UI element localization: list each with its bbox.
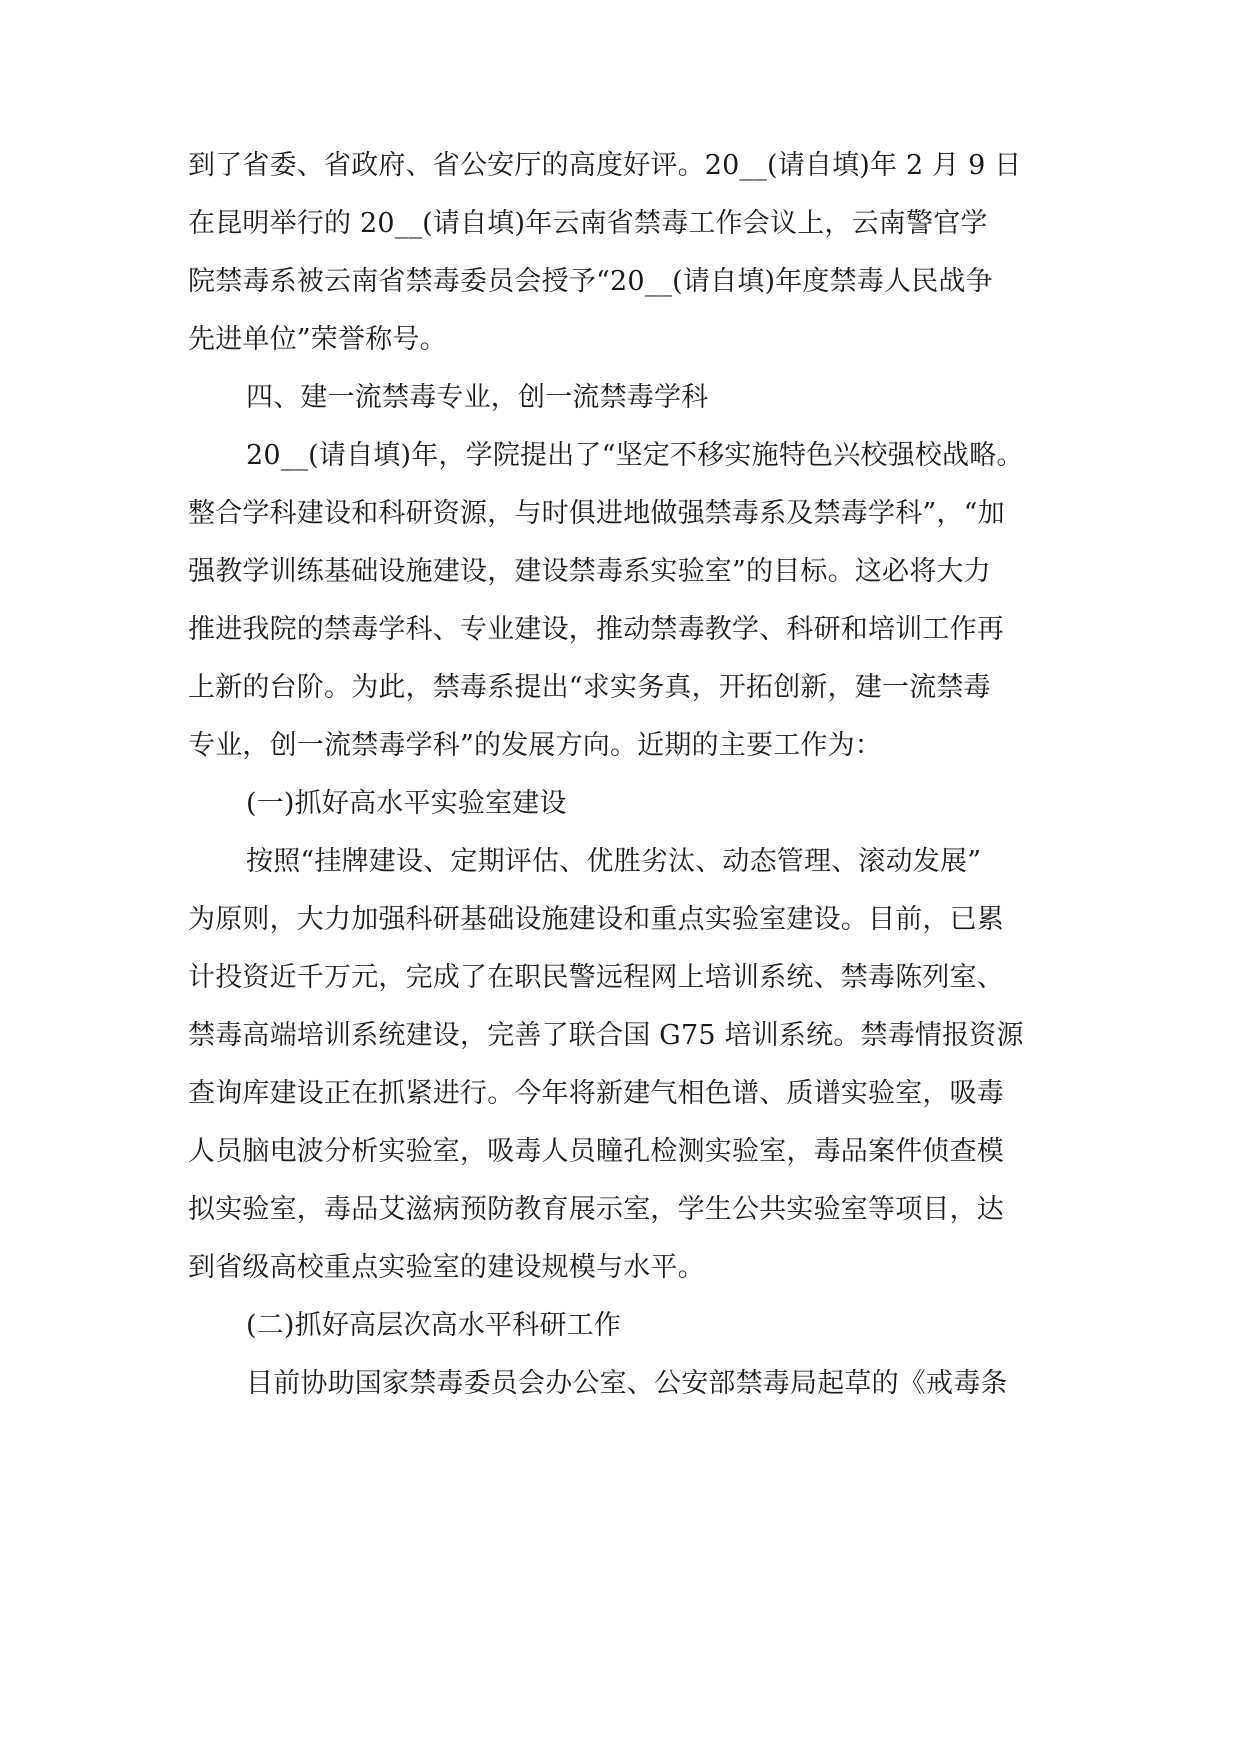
- body-text-line: 推进我院的禁毒学科、专业建设，推动禁毒教学、科研和培训工作再: [188, 614, 1004, 645]
- subsection-heading: (二)抓好高层次高水平科研工作: [246, 1310, 622, 1341]
- body-text-line: 为原则，大力加强科研基础设施建设和重点实验室建设。目前，已累: [188, 904, 1004, 935]
- body-text-line: 在昆明举行的 20__(请自填)年云南省禁毒工作会议上，云南警官学: [188, 208, 988, 239]
- body-text-line: 先进单位”荣誉称号。: [188, 324, 447, 355]
- subsection-heading: (一)抓好高水平实验室建设: [246, 788, 567, 819]
- body-text-line: 人员脑电波分析实验室，吸毒人员瞳孔检测实验室，毒品案件侦查模: [188, 1136, 1004, 1167]
- body-text-line: 20__(请自填)年，学院提出了“坚定不移实施特色兴校强校战略。: [246, 440, 1024, 471]
- body-text-line: 目前协助国家禁毒委员会办公室、公安部禁毒局起草的《戒毒条: [246, 1368, 1008, 1399]
- body-text-line: 上新的台阶。为此，禁毒系提出“求实务真，开拓创新，建一流禁毒: [188, 672, 991, 703]
- body-text-line: 禁毒高端培训系统建设，完善了联合国 G75 培训系统。禁毒情报资源: [188, 1020, 1024, 1051]
- body-text-line: 强教学训练基础设施建设，建设禁毒系实验室”的目标。这必将大力: [188, 556, 991, 587]
- body-text-line: 院禁毒系被云南省禁毒委员会授予“20__(请自填)年度禁毒人民战争: [188, 266, 993, 297]
- body-text-line: 整合学科建设和科研资源，与时俱进地做强禁毒系及禁毒学科”，“加: [188, 498, 1005, 529]
- body-text-line: 按照“挂牌建设、定期评估、优胜劣汰、动态管理、滚动发展”: [246, 846, 982, 877]
- body-text-line: 计投资近千万元，完成了在职民警远程网上培训系统、禁毒陈列室、: [188, 962, 1004, 993]
- section-heading: 四、建一流禁毒专业，创一流禁毒学科: [246, 382, 709, 413]
- body-text-line: 到省级高校重点实验室的建设规模与水平。: [188, 1252, 705, 1283]
- body-text-line: 拟实验室，毒品艾滋病预防教育展示室，学生公共实验室等项目，达: [188, 1194, 1004, 1225]
- body-text-line: 查询库建设正在抓紧进行。今年将新建气相色谱、质谱实验室，吸毒: [188, 1078, 1004, 1109]
- body-text-line: 到了省委、省政府、省公安厅的高度好评。20__(请自填)年 2 月 9 日: [188, 150, 1022, 181]
- body-text-line: 专业，创一流禁毒学科”的发展方向。近期的主要工作为：: [188, 730, 883, 761]
